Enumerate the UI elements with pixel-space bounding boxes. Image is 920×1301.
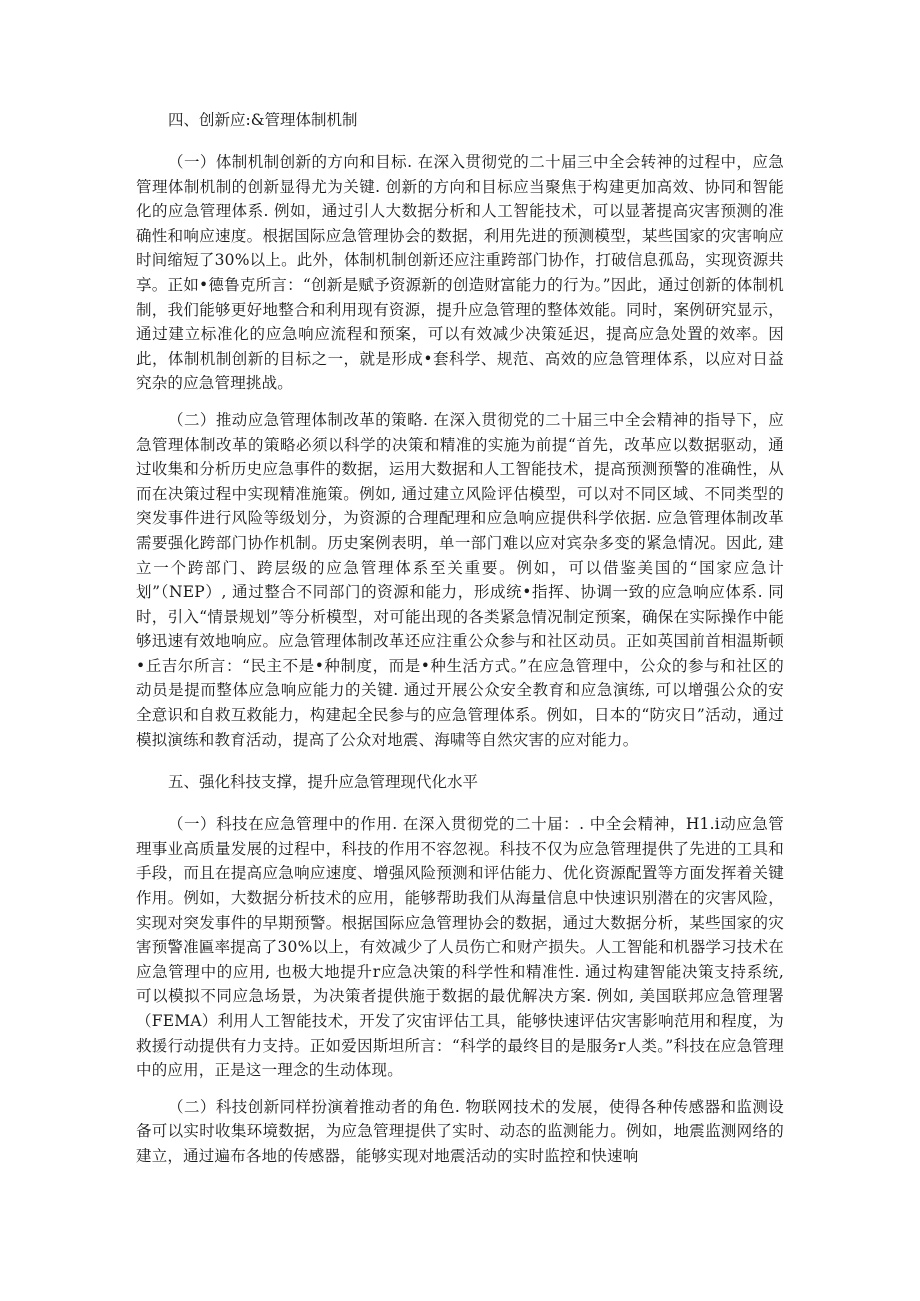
document-body — [136, 108, 784, 1169]
section-heading-4: 四、创新应:&管理体制机制 — [168, 111, 358, 129]
section-heading-5: 五、强化科技支撑，提升应急管理现代化水平 — [168, 773, 479, 792]
paragraph-4-2: （二）推动应急管理体制改革的策略. 在深入贯彻党的二十届三中全会精神的指导下，应急管理体制改革的策略必须以科学的决策和精准的实施为前提“首先，改革应以数据驱动，通过收集和分析历史应急事件的数据，运用大数据和人工智能技术，提高预测预警的准确性，从而在决策过程中实现精准施策。例如, 通过建立风险评估模型，可以对不同区域、不同类型的突发事件进行风险等级划分，为资源的合理配理和应急响应提供科学依据. 应急管理体制改革需要强化跨部门协作机制。历史案例表明，单一部门难以应对宾杂多变的紧急情况。因此, 建立一个跨部门、跨层级的应急管理体系至关重要。例如，可以借鉴美国的“国家应急计划”（NEP）, 通过整合不同部门的资源和能力，形成统•指挥、协调一致的应急响应体系. 同时，引入“情景规划”等分析模型，对可能出现的各类紧急情况制定预案，确保在实际操作中能够迅速有效地响应。应急管理体制改革还应注重公众参与和社区动员。正如英国前首相温斯顿•丘吉尔所言：“民主不是•种制度，而是•种生活方式。”在应急管理中，公众的参与和社区的动员是提而整体应急响应能力的关键. 通过开展公众安全教育和应急演练, 可以增强公众的安全意识和自救互救能力，构建起全民参与的应急管理体系。例如，日本的“防灾日”活动，通过模拟演练和教育活动，提高了公众对地震、海啸等自然灾害的应对能力。 — [136, 410, 784, 749]
paragraph-5-2: （二）科技创新同样扮演着推动者的角色. 物联网技术的发展，使得各种传感器和监测设备可以实时收集环境数据，为应急管理提供了实时、动态的监测能力。例如，地震监测网络的建立，通过遍布各地的传感器，能够实现对地震活动的实时监控和快速响 — [136, 1097, 784, 1165]
paragraph-5-1: （一）科技在应急管理中的作用. 在深入贯彻党的二十届：. 中全会精神，H1.i动应急管理事业高质量发展的过程中，科技的作用不容忽视。科技不仅为应急管理提供了先进的工具和手段，而且在提高应急响应速度、增强风险预测和评估能力、优化资源配置等方面发挥着关键作用。例如，大数据分析技术的应用，能够帮助我们从海量信息中快速识别潜在的灾害风险，实现对突发事件的早期预警。根据国际应急管理协会的数据，通过大数据分析，某些国家的灾害预警准匾率提高了30%以上，有效减少了人员伤亡和财产损失。人工智能和机器学习技术在应急管理中的应用, 也极大地提升r应急决策的科学性和精准性. 通过构建智能决策支持系统, 可以模拟不同应急场景，为决策者提供施于数据的最优解决方案. 例如, 美国联邦应急管理署（FEMA）利用人工智能技术，开发了灾宙评估工具，能够快速评估灾害影响范用和程度，为救援行动提供有力支持。正如爱因斯坦所言：“科学的最终目的是服务r人类。”科技在应急管理中的应用，正是这一理念的生动体现。 — [136, 815, 784, 1080]
paragraph-4-1: （一）体制机制创新的方向和目标. 在深入贯彻党的二十届三中全会转神的过程中，应急管理体制机制的创新显得尤为关键. 创新的方向和目标应当聚焦于构建更加高效、协同和智能化的应急管理体系. 例如，通过引人大数据分析和人工智能技术，可以显著提高灾害预测的准确性和响应速度。根据国际应急管理协会的数据，利用先进的预测模型，某些国家的灾害响应时间缩短了30%以上。此外，体制机制创新还应注重跨部门协作，打破信息孤岛，实现资源共享。正如•德鲁克所言：“创新是赋予资源新的创造财富能力的行为。”因此，通过创新的体制机制，我们能够更好地整合和利用现有资源，提升应急管理的整体效能。同时，案例研究显示，通过建立标准化的应急响应流程和预案，可以有效减少决策延迟，提高应急处置的效率。因此，体制机制创新的目标之一，就是形成•套科学、规范、高效的应急管理体系，以应对日益究杂的应急管理挑战。 — [136, 153, 784, 393]
